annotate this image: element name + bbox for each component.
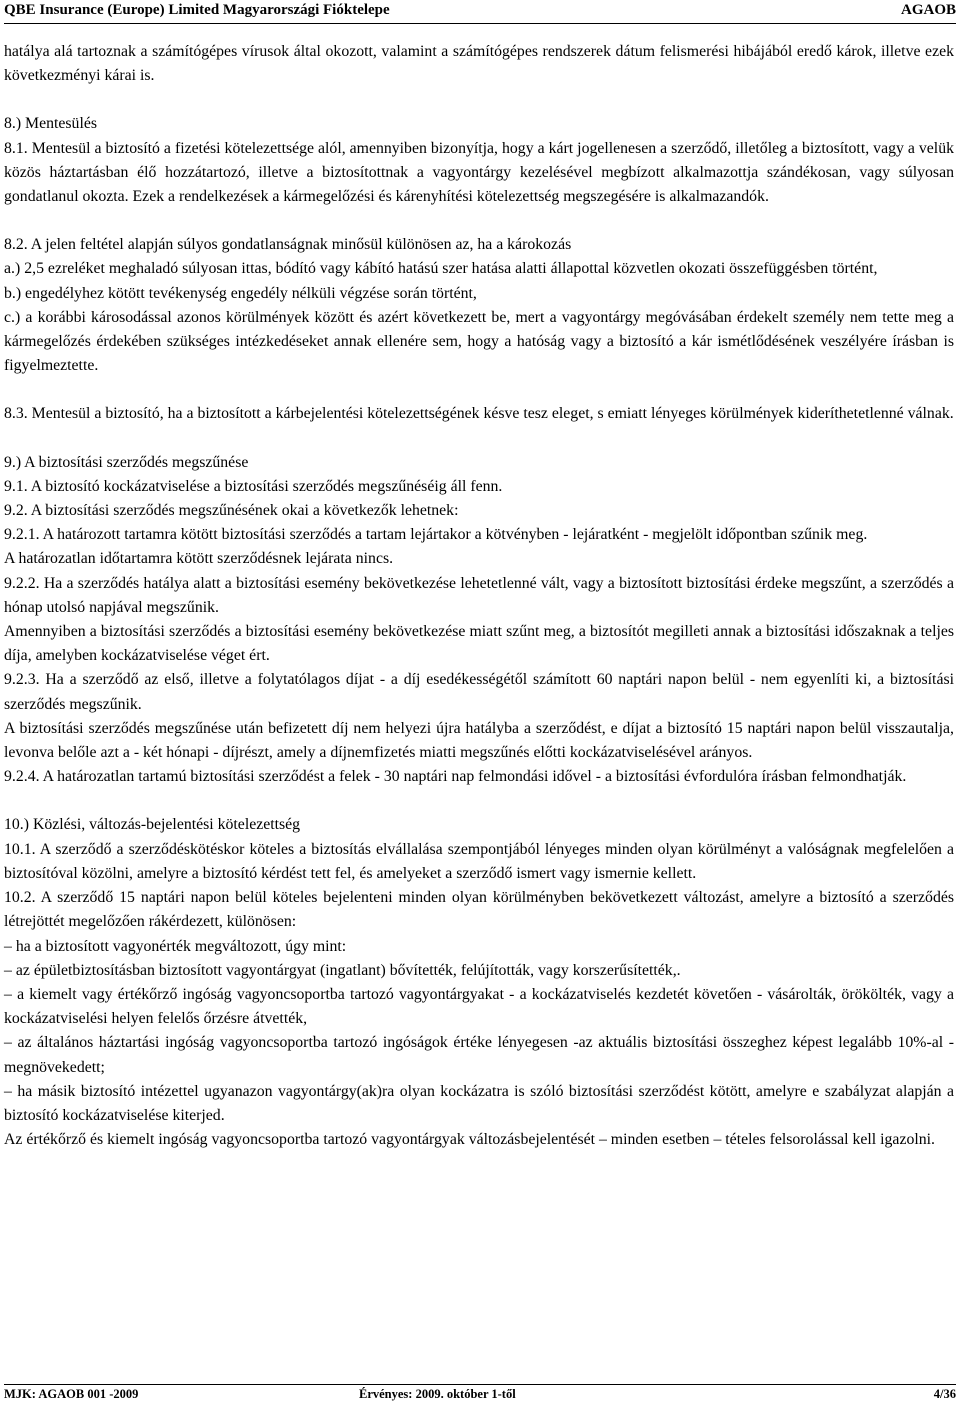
paragraph-9-2-1: 9.2.1. A határozott tartamra kötött biztosítási szerződés a tartam lejártakor a kötvényben - lejáratként - megjelölt időpontban szűnik meg.: [4, 526, 868, 544]
list-item-8-2-a: [4, 257, 954, 281]
list-label: a.): [4, 260, 21, 278]
paragraph-10-1: 10.1. A szerződő a szerződéskötéskor köteles a biztosítás elvállalása szempontjából lényeges minden olyan körülményt a valóságnak megfelelően a biztosítóval közölni, amelyre a biztosító kérdést tett fel, és amelyeket a szerződő ismert vagy ismernie kellett.: [4, 840, 954, 882]
validity-date: Érvényes: 2009. október 1-től: [359, 1387, 516, 1401]
list-item-8-2-b: b.) engedélyhez kötött tevékenység engedély nélküli végzése során történt,: [4, 284, 477, 302]
paragraph-10-2: 10.2. A szerződő 15 naptári napon belül köteles bejelenteni minden olyan körülményben bekövetkezett változást, amelyre a biztosító a szerződés létrejöttét megelőzően rákérdezett, különösen:: [4, 889, 954, 931]
company-name: QBE Insurance (Europe) Limited Magyarországi Fióktelepe: [4, 2, 390, 18]
paragraph-8-1: 8.1. Mentesül a biztosító a fizetési kötelezettsége alól, amennyiben bizonyítja, hogy a kárt jogellenesen a szerződő, illetőleg a biztosított, vagy a velük közös háztartásban élő hozzátartozó, illetve a biztosítottnak a vagyontárgy kezelésével megbízott alkalmazottja szándékosan, vagy súlyosan gondatlanul okozta. Ezek a rendelkezések a kármegelőzési és kárenyhítési kötelezettség megszegésére is alkalmazandók.: [4, 139, 954, 206]
dash-item: – a kiemelt vagy értékőrző ingóság vagyoncsoportba tartozó vagyontárgyakat - a kockázatviselés kezdetét követően - vásárolták, örökölték, vagy a kockázatviselési helyen felelős őrzésre átvették,: [4, 985, 954, 1028]
paragraph-9-2-2-b: Amennyiben a biztosítási szerződés a biztosítási esemény bekövetkezése miatt szűnt meg, a biztosítót megilleti annak a biztosítási időszaknak a teljes díja, amelyben kockázatviselése véget ért.: [4, 623, 954, 665]
closing-paragraph: Az értékőrző és kiemelt ingóság vagyoncsoportba tartozó vagyontárgyak változásbejelentését – minden esetben – tételes felsorolással kell igazolni.: [4, 1131, 935, 1149]
paragraph-8-3: 8.3. Mentesül a biztosító, ha a biztosított a kárbejelentési kötelezettségének késve tesz eleget, s emiatt lényeges körülmények kideríthetetlenné válnak.: [4, 405, 954, 423]
section-heading-9: 9.) A biztosítási szerződés megszűnése: [4, 453, 249, 471]
dash-item: – ha másik biztosító intézettel ugyanazon vagyontárgy(ak)ra olyan kockázatra is szóló biztosítási szerződést kötött, amelyre e szabályzat alapján a biztosító kockázatviselése kiterjed.: [4, 1082, 954, 1124]
paragraph-9-1: 9.1. A biztosító kockázatviselése a biztosítási szerződés megszűnéséig áll fenn.: [4, 477, 503, 495]
paragraph-9-2-3-b: A biztosítási szerződés megszűnése után befizetett díj nem helyezi újra hatályba a szerződést, e díjat a biztosító 15 naptári napon belül visszautalja, levonva belőle azt a - két hónapi - díjrészt, amely a díjnemfizetés miatti megszűnés előtti kockázatviselésével arányos.: [4, 719, 954, 762]
document-code: AGAOB: [900, 2, 956, 18]
paragraph-8-2: 8.2. A jelen feltétel alapján súlyos gondatlanságnak minősül különösen az, ha a károkozás: [4, 236, 572, 254]
section-heading-8: 8.) Mentesülés: [4, 115, 98, 133]
paragraph-9-2-3: 9.2.3. Ha a szerződő az első, illetve a folytatólagos díjat - a díj esedékességétől számított 60 naptári napon belül - nem egyenlíti ki, a biztosítási szerződés megszűnik.: [4, 671, 954, 713]
paragraph-9-2-1-b: A határozatlan időtartamra kötött szerződésnek lejárata nincs.: [4, 550, 394, 568]
list-text: 2,5 ezreléket meghaladó súlyosan ittas, bódító vagy kábító hatású szer hatása alatti állapottal közvetlen okozati összefüggésben történt,: [24, 260, 878, 278]
list-item-8-2-c: c.) a korábbi károsodással azonos körülmények között és azért következett be, mert a vagyontárgy megóvásában érdekelt személy nem tette meg a kármegelőzés érdekében szükséges intézkedéseket annak ellenére sem, hogy a hatóság vagy a biztosító a kár ismétlődésének veszélyére írásban is figyelmeztette.: [4, 308, 954, 375]
document-id: MJK: AGAOB 001 -2009: [4, 1387, 139, 1401]
section-heading-10: 10.) Közlési, változás-bejelentési kötelezettség: [4, 816, 301, 834]
page-footer: [4, 1384, 956, 1405]
paragraph-9-2: 9.2. A biztosítási szerződés megszűnésének okai a következők lehetnek:: [4, 502, 459, 520]
paragraph: hatálya alá tartoznak a számítógépes vírusok által okozott, valamint a számítógépes rendszerek dátum felismerési hibájából eredő károk, illetve ezek következményi kárai is.: [4, 43, 954, 85]
document-body: [4, 40, 954, 1152]
dash-item: – ha a biztosított vagyonérték megváltozott, úgy mint:: [4, 937, 347, 955]
dash-item: – az épületbiztosításban biztosított vagyontárgyat (ingatlant) bővítették, felújították, vagy korszerűsítették,.: [4, 961, 681, 979]
page-number: 4/36: [933, 1387, 956, 1401]
paragraph-9-2-4: 9.2.4. A határozatlan tartamú biztosítási szerződést a felek - 30 naptári nap felmondási idővel - a biztosítási évfordulóra írásban felmondhatják.: [4, 768, 907, 786]
paragraph-9-2-2: 9.2.2. Ha a szerződés hatálya alatt a biztosítási esemény bekövetkezése lehetetlenné vált, vagy a biztosított biztosítási érdeke megszűnt, a szerződés a hónap utolsó napjával megszűnik.: [4, 574, 954, 616]
dash-item: – az általános háztartási ingóság vagyoncsoportba tartozó ingóságok értéke lényegesen -az aktuális biztosítási összeghez képest legalább 10%-al - megnövekedett;: [4, 1034, 954, 1076]
page-header: [4, 0, 956, 24]
